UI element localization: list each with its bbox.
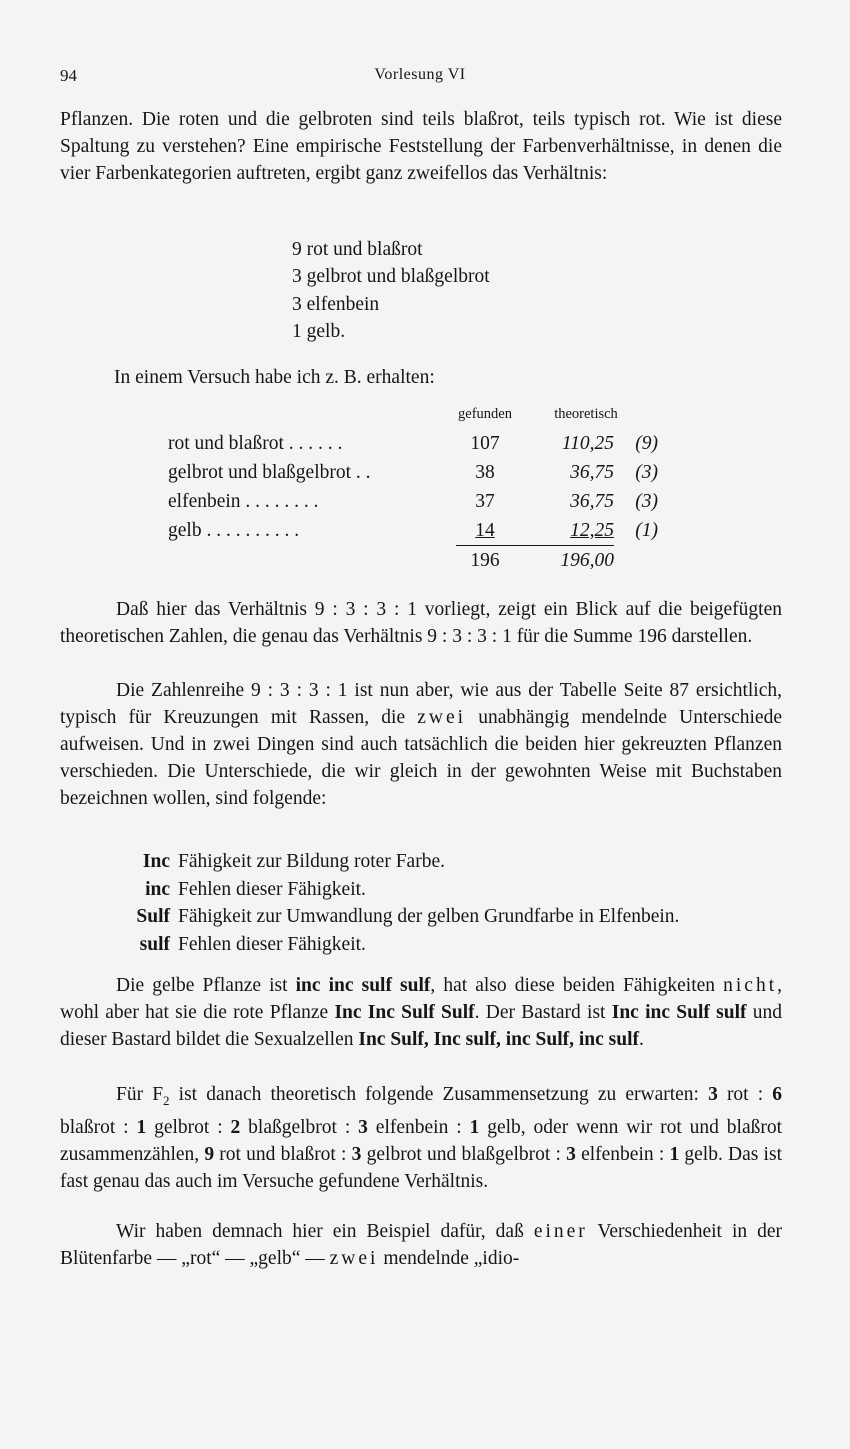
table-header-row [168,406,658,429]
p5-text: elfenbein : [575,1143,670,1165]
p5-text: gelbrot und blaßgelbrot : [361,1143,567,1165]
p5-number: 2 [230,1116,241,1138]
p4-text: und dieser Bastard bildet die Sexualzellen [60,1002,782,1050]
row-found: 107 [470,432,500,454]
definition-symbol: Inc [142,851,170,872]
definition-item [108,903,679,931]
p5-text: gelbrot : [146,1116,231,1138]
p5-number: 1 [469,1116,480,1138]
table-row [168,429,658,458]
p4-formula: Inc Sulf, Inc sulf, inc Sulf, inc sulf [358,1029,640,1050]
definition-text: Fehlen dieser Fähigkeit. [178,933,366,955]
row-label: rot und blaßrot . . . . . . [168,432,343,454]
paragraph-4 [60,972,782,1053]
row-found: 38 [475,461,495,483]
definition-item [108,848,679,876]
p4-text: , hat also diese beiden Fähigkeiten [430,975,724,996]
p5-number: 9 [204,1143,215,1165]
p5-text: rot und blaßrot : [214,1143,352,1165]
definition-text: Fähigkeit zur Umwandlung der gelben Grundfarbe in Elfenbein. [178,906,680,927]
p6-spaced: einer [533,1221,588,1242]
row-theoretical: 110,25 [561,432,614,454]
paragraph-1: Pflanzen. Die roten und die gelbroten sind teils blaßrot, teils typisch rot. Wie ist diese Spaltung zu verstehen? Eine empirische Feststellung der Farbenverhältnisse, in denen die vier Farbenkategorien auftreten, ergibt ganz zweifellos das Verhältnis: [60,109,782,184]
p3-text-c: unabhängig mendelnde Unterschiede aufweisen. Und in zwei Dingen sind auch tatsächlich die beiden hier gekreuzten Pflanzen verschieden. Die Unterschiede, die wir gleich in der gewohnten Weise mit Buchstaben bezeichnen wollen, sind folgende: [60,707,782,809]
page-header [60,66,780,90]
page-number: 94 [60,66,77,85]
p4-formula: Inc Inc Sulf Sulf [334,1002,475,1023]
p5-text: rot : [717,1084,773,1105]
definition-symbol: inc [145,878,170,900]
paragraph-6 [60,1218,782,1272]
p6-text: Wir haben demnach hier ein Beispiel dafür, daß [116,1221,534,1242]
p5-number: 3 [708,1084,718,1105]
ratio-item: 3 elfenbein [292,293,380,315]
p5-number: 1 [669,1143,680,1165]
p5-subscript: 2 [163,1092,170,1108]
col-header-theoretical: theoretisch [554,406,618,422]
row-theoretical [514,516,614,546]
p6-spaced: zwei [329,1248,379,1269]
row-label: elfenbein . . . . . . . . [168,490,319,512]
definition-item [108,876,679,904]
p5-number: 1 [136,1116,147,1138]
p4-formula: inc inc sulf sulf [295,975,431,996]
table-sum-row [168,546,658,576]
definition-text: Fehlen dieser Fähigkeit. [178,878,366,900]
sum-found: 196 [456,546,514,576]
row-found [456,516,514,546]
p5-number: 6 [772,1084,782,1105]
p5-number: 3 [351,1143,362,1165]
results-table [168,406,658,575]
row-ratio: (3) [635,461,658,483]
ratio-item: 9 rot und blaßrot [292,239,423,260]
p5-text: blaßgelbrot : [240,1116,359,1138]
row-theoretical: 36,75 [570,461,614,483]
sum-theoretical: 196,00 [514,546,614,576]
p4-text: . [639,1029,644,1050]
p5-text: ist danach theoretisch folgende Zusammensetzung zu erwarten: [169,1084,709,1105]
row-theoretical: 36,75 [570,490,614,512]
p5-text: gelb, oder wenn wir rot und blaßrot zusammenzählen, [60,1116,783,1165]
p3-text-a: Die Zahlenreihe 9 : 3 : 3 : 1 ist nun aber, wie aus der Tabelle Seite 87 ersichtlich, typisch für Kreuzungen mit Rassen, die [60,680,782,728]
p4-text: . Der Bastard ist [474,1002,612,1023]
row-ratio: (3) [635,490,658,512]
definition-text: Fähigkeit zur Bildung roter Farbe. [178,851,445,872]
definition-symbol: Sulf [136,906,170,927]
table-row [168,487,658,516]
p5-text: gelb. Das ist fast genau das auch im Versuche gefundene Verhältnis. [60,1143,782,1192]
p4-spaced: nicht [723,975,778,996]
ratio-list [292,236,490,345]
paragraph-2: Daß hier das Verhältnis 9 : 3 : 3 : 1 vorliegt, zeigt ein Blick auf die beigefügten theoretischen Zahlen, die genau das Verhältnis 9 : 3 : 3 : 1 für die Summe 196 darstellen. [60,599,782,647]
p4-text: Die gelbe Pflanze ist [116,975,296,996]
paragraph-3 [60,677,782,812]
p5-text: Für F [116,1084,164,1105]
ratio-item: 1 gelb. [292,320,346,342]
row-found-value: 14 [475,519,495,541]
definition-symbol: sulf [139,933,170,955]
p5-text: elfenbein : [367,1116,470,1138]
table-row [168,516,658,546]
row-ratio: (1) [635,519,658,541]
row-found: 37 [475,490,495,512]
p3-spaced: zwei [417,707,467,728]
paragraph-5 [60,1081,782,1195]
p5-text: blaßrot : [60,1116,137,1138]
experiment-intro: In einem Versuch habe ich z. B. erhalten: [114,367,435,388]
p6-text: Verschiedenheit in der Blütenfarbe — „rot“ — „gelb“ — [60,1221,782,1269]
ratio-item: 3 gelbrot und blaßgelbrot [292,266,490,288]
p5-number: 3 [358,1116,368,1138]
p5-number: 3 [566,1143,576,1165]
row-ratio: (9) [635,432,658,454]
row-label: gelbrot und blaßgelbrot . . [168,461,371,483]
p4-formula: Inc inc Sulf sulf [611,1002,747,1023]
definition-list [108,848,679,958]
p6-text: mendelnde „idio- [378,1248,520,1269]
running-head: Vorlesung VI [374,66,466,83]
definition-item [108,931,679,959]
row-label: gelb . . . . . . . . . . [168,519,300,541]
p4-text: , wohl aber hat sie die rote Pflanze [60,975,783,1023]
table-row [168,458,658,487]
row-theoretical-value: 12,25 [570,519,614,541]
col-header-found: gefunden [458,406,512,422]
